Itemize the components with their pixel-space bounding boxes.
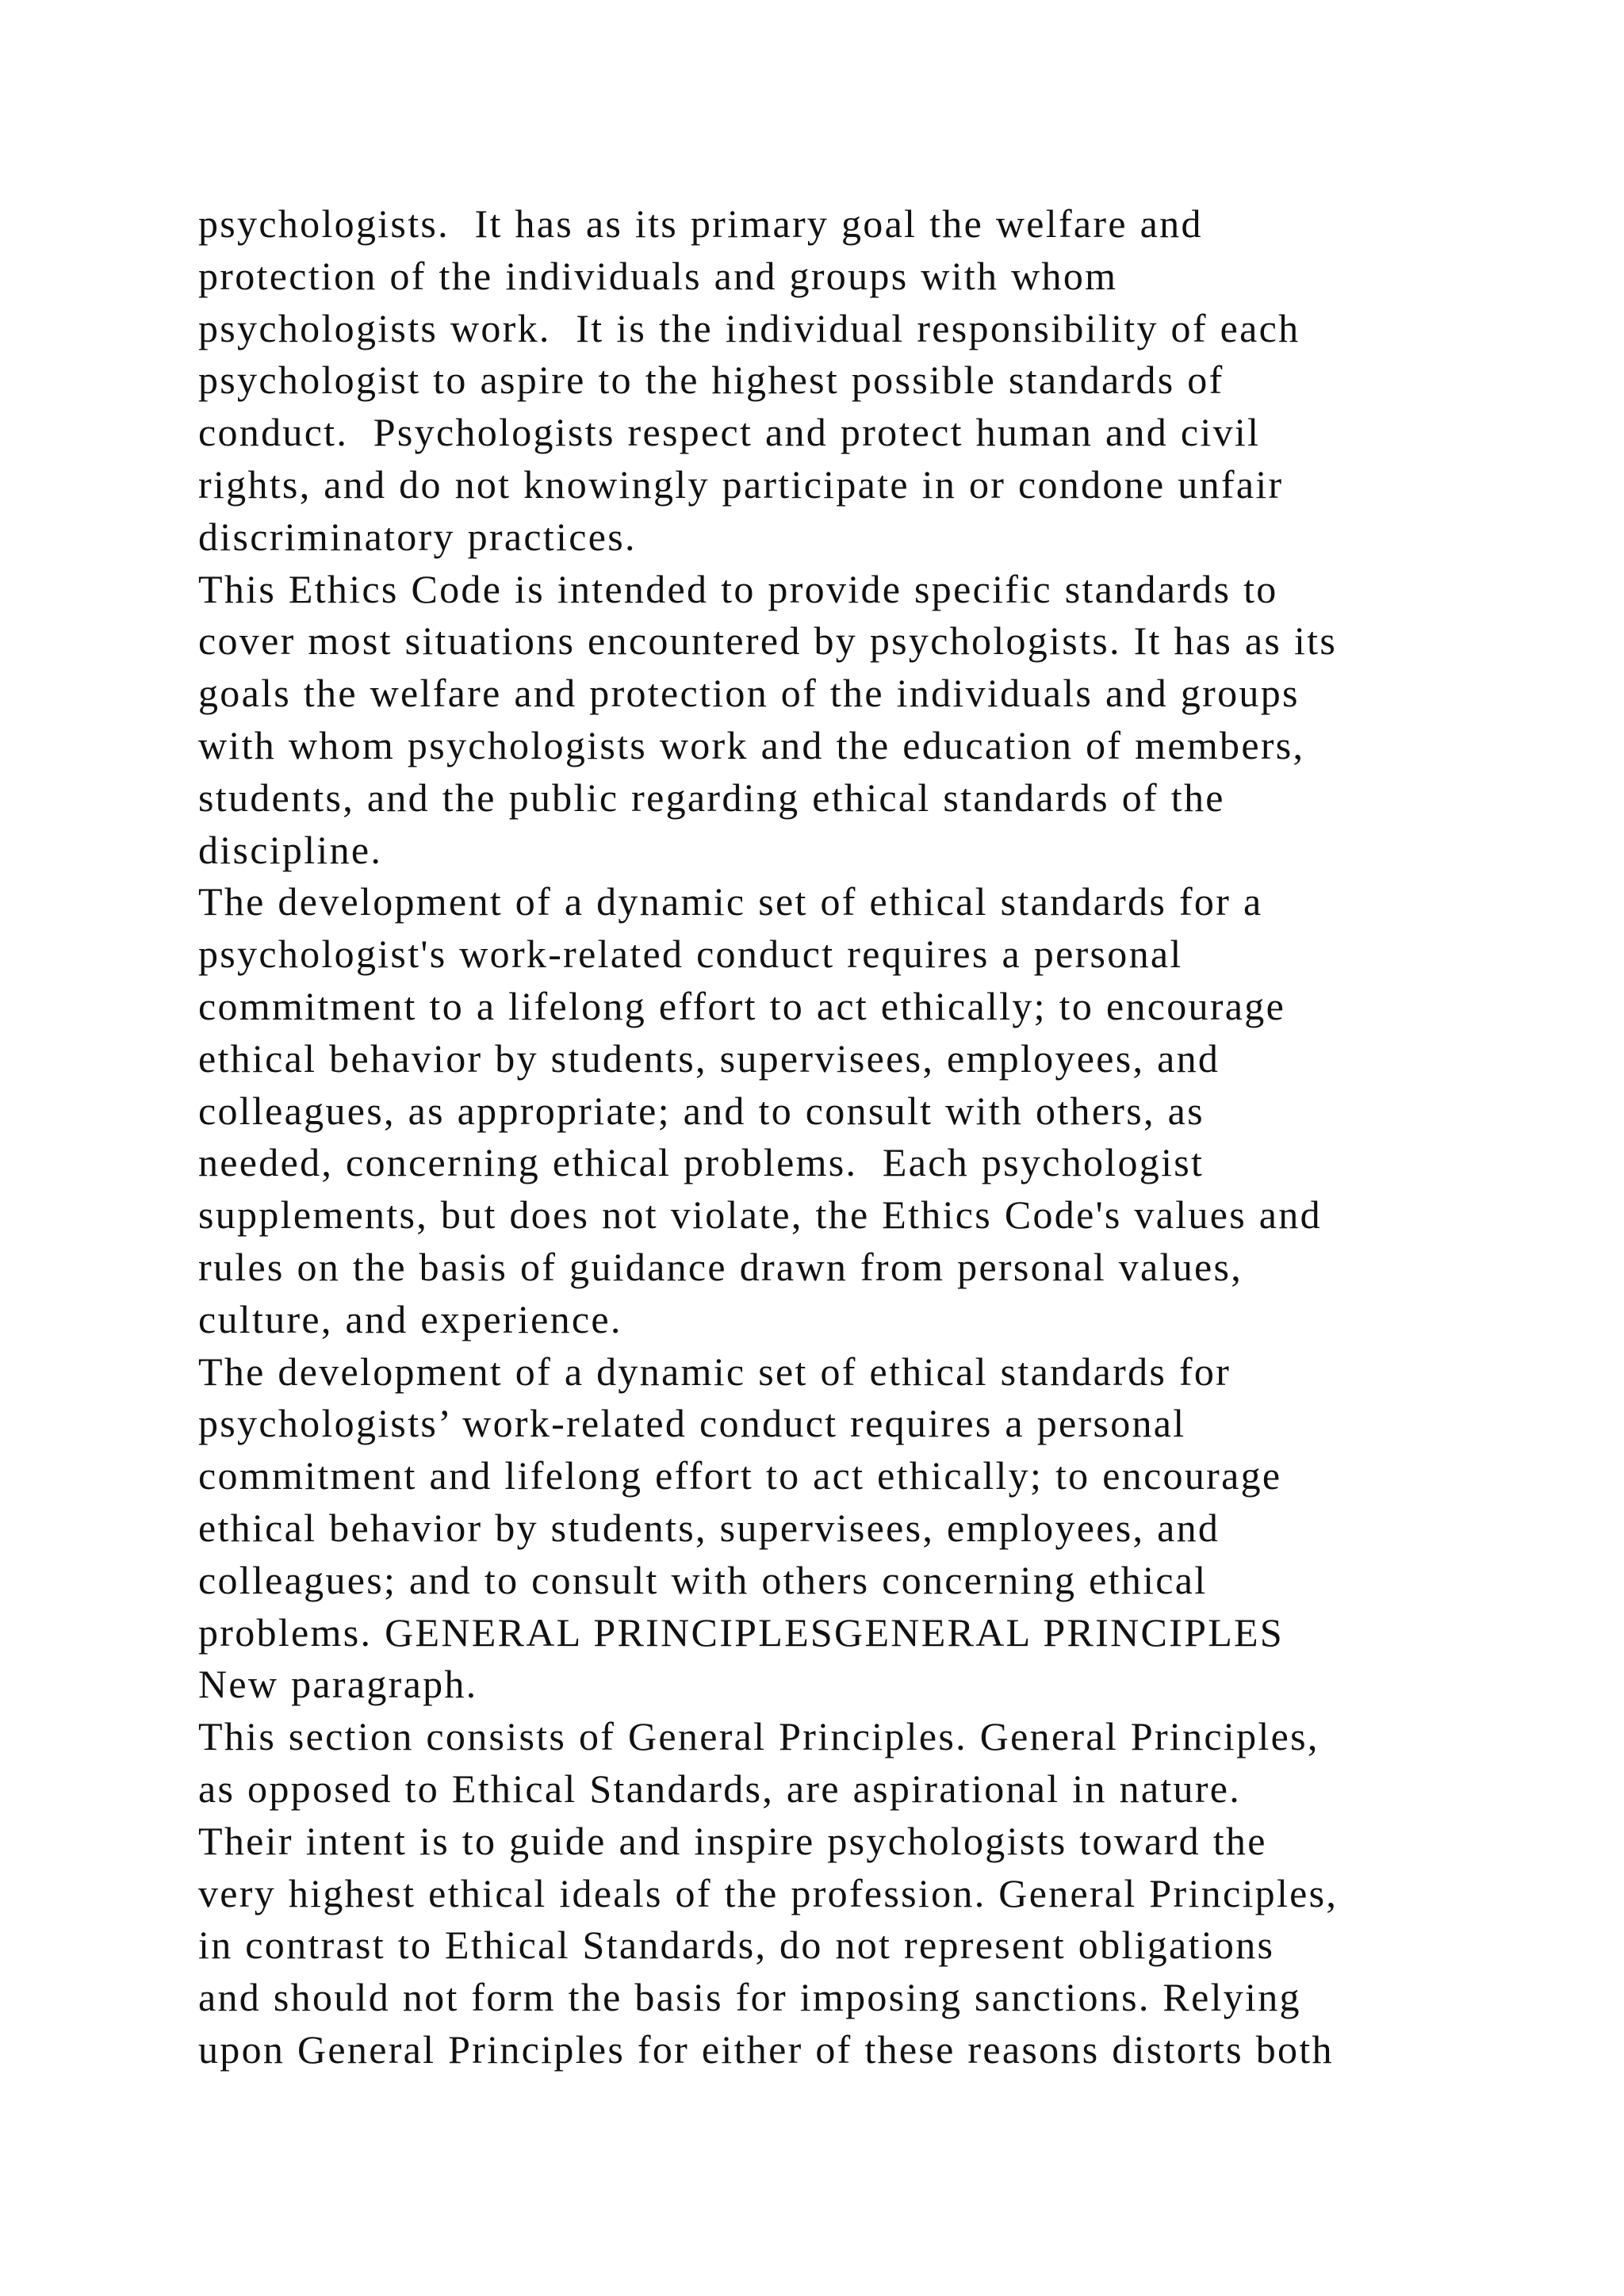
- text-line: The development of a dynamic set of ethical standards for a: [198, 879, 1263, 924]
- text-line: discipline.: [198, 827, 383, 872]
- text-line: rules on the basis of guidance drawn from personal values,: [198, 1244, 1243, 1289]
- text-line: problems. GENERAL PRINCIPLESGENERAL PRINCIPLES: [198, 1609, 1285, 1655]
- text-line: goals the welfare and protection of the individuals and groups: [198, 671, 1300, 716]
- text-line: students, and the public regarding ethical standards of the: [198, 775, 1225, 820]
- text-line: psychologists. It has as its primary goal the welfare and: [198, 201, 1203, 246]
- text-line: protection of the individuals and groups with whom: [198, 253, 1118, 298]
- text-line: colleagues; and to consult with others concerning ethical: [198, 1557, 1208, 1602]
- document-body: [198, 198, 1515, 2076]
- text-line: with whom psychologists work and the education of members,: [198, 722, 1305, 767]
- text-line: New paragraph.: [198, 1662, 478, 1707]
- text-line: upon General Principles for either of these reasons distorts both: [198, 2026, 1334, 2072]
- text-line: needed, concerning ethical problems. Each psychologist: [198, 1140, 1205, 1185]
- text-line: commitment and lifelong effort to act ethically; to encourage: [198, 1453, 1282, 1498]
- text-line: culture, and experience.: [198, 1296, 622, 1341]
- text-line: Their intent is to guide and inspire psychologists toward the: [198, 1818, 1267, 1863]
- text-line: This section consists of General Principles. General Principles,: [198, 1714, 1320, 1759]
- text-line: rights, and do not knowingly participate in or condone unfair: [198, 461, 1284, 507]
- text-line: The development of a dynamic set of ethical standards for: [198, 1349, 1231, 1394]
- text-line: psychologist to aspire to the highest possible standards of: [198, 358, 1224, 403]
- text-line: psychologists work. It is the individual responsibility of each: [198, 305, 1300, 350]
- text-line: very highest ethical ideals of the profession. General Principles,: [198, 1870, 1339, 1915]
- text-line: colleagues, as appropriate; and to consult with others, as: [198, 1088, 1205, 1133]
- text-line: psychologist's work-related conduct requires a personal: [198, 932, 1183, 977]
- text-line: discriminatory practices.: [198, 514, 637, 559]
- text-line: psychologists’ work-related conduct requires a personal: [198, 1401, 1186, 1446]
- text-line: This Ethics Code is intended to provide specific standards to: [198, 566, 1278, 611]
- text-line: supplements, but does not violate, the Ethics Code's values and: [198, 1192, 1322, 1238]
- text-line: in contrast to Ethical Standards, do not represent obligations: [198, 1923, 1275, 1968]
- text-line: and should not form the basis for imposing sanctions. Relying: [198, 1975, 1301, 2020]
- text-line: conduct. Psychologists respect and protect human and civil: [198, 410, 1261, 455]
- text-line: as opposed to Ethical Standards, are aspirational in nature.: [198, 1766, 1242, 1811]
- text-line: ethical behavior by students, supervisees, employees, and: [198, 1505, 1220, 1550]
- text-line: cover most situations encountered by psychologists. It has as its: [198, 618, 1338, 664]
- text-line: ethical behavior by students, supervisees, employees, and: [198, 1035, 1220, 1081]
- text-line: commitment to a lifelong effort to act ethically; to encourage: [198, 983, 1286, 1028]
